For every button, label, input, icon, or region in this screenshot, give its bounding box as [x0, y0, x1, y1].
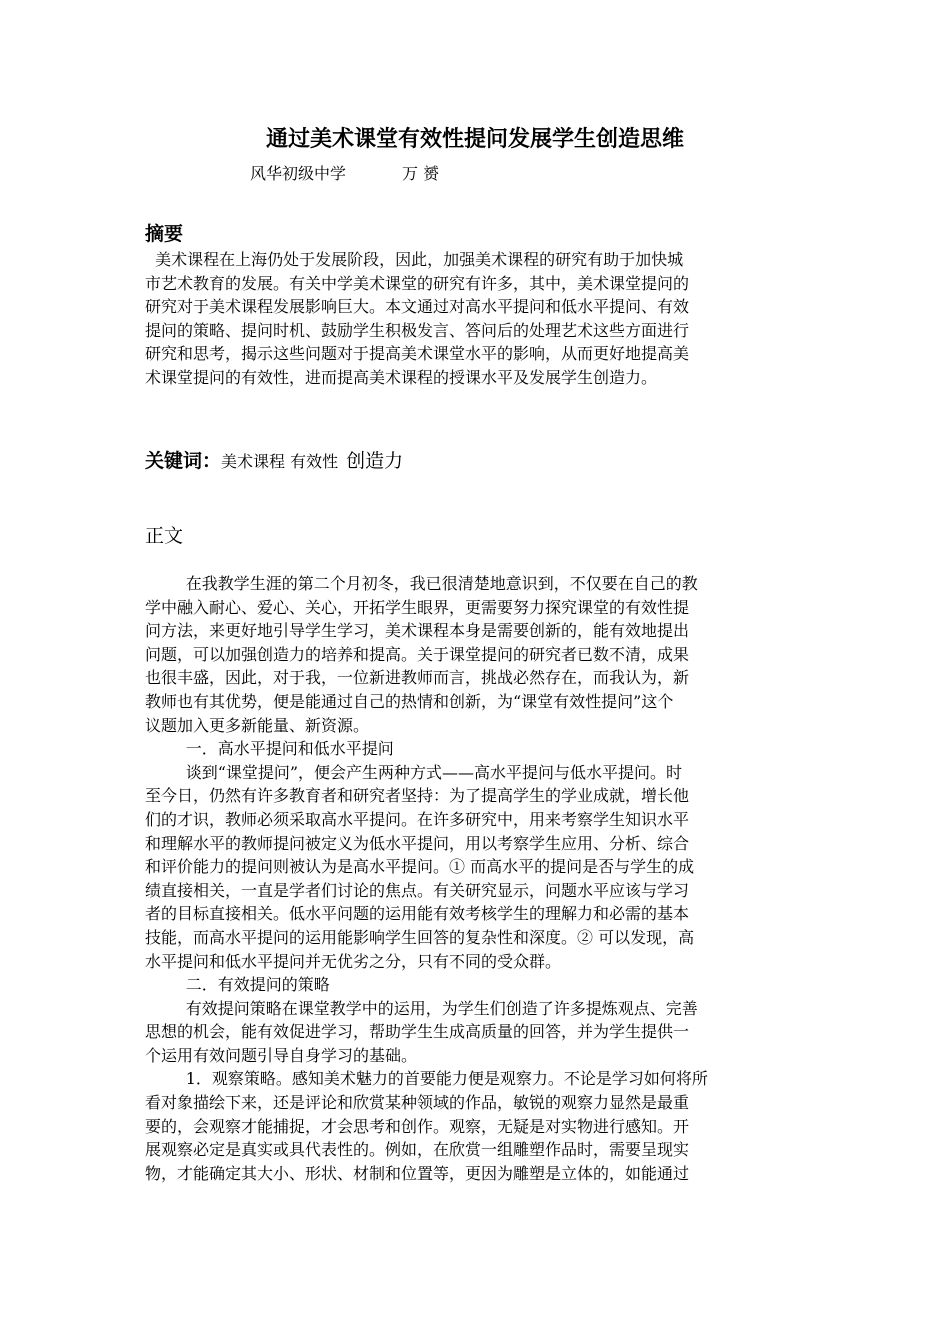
body-heading: 正文: [145, 525, 184, 547]
body-line: 要的，会观察才能捕捉，才会思考和创作。观察，无疑是对实物进行感知。开: [145, 1116, 690, 1136]
keywords-secondary: 创造力: [346, 450, 404, 472]
body-line: 至今日，仍然有许多教育者和研究者坚持：为了提高学生的学业成就，增长他: [145, 786, 690, 806]
body-line: 绩直接相关，一直是学者们讨论的焦点。有关研究显示，问题水平应该与学习: [145, 880, 690, 900]
body-line: 教师也有其优势，便是能通过自己的热情和创新，为“课堂有效性提问”这个: [145, 691, 674, 711]
body-text: [145, 572, 807, 1185]
abstract-line: 美术课程在上海仍处于发展阶段，因此，加强美术课程的研究有助于加快城: [145, 250, 684, 269]
body-line: 看对象描绘下来，还是评论和欣赏某种领域的作品，敏锐的观察力显然是最重: [145, 1093, 690, 1113]
body-line: 和理解水平的教师提问被定义为低水平提问，用以考察学生应用、分析、综合: [145, 833, 690, 853]
abstract-line: 研究对于美术课程发展影响巨大。本文通过对高水平提问和低水平提问、有效: [145, 297, 690, 317]
abstract-line: 研究和思考，揭示这些问题对于提高美术课堂水平的影响，从而更好地提高美: [145, 344, 690, 364]
keywords-primary: 美术课程 有效性: [221, 452, 339, 471]
body-line: 议题加入更多新能量、新资源。: [145, 715, 370, 735]
abstract-text: [145, 248, 807, 390]
body-line: 问题，可以加强创造力的培养和提高。关于课堂提问的研究者已数不清，成果: [145, 644, 690, 664]
document-title: 通过美术课堂有效性提问发展学生创造思维: [265, 127, 684, 152]
body-line: 有效提问策略在课堂教学中的运用，为学生们创造了许多提炼观点、完善: [145, 998, 698, 1018]
section-heading-2: 二．有效提问的策略: [145, 975, 330, 995]
body-line: 在我教学生涯的第二个月初冬，我已很清楚地意识到，不仅要在自己的教: [145, 574, 698, 593]
abstract-line: 术课堂提问的有效性，进而提高美术课程的授课水平及发展学生创造力。: [145, 367, 658, 387]
body-line: 水平提问和低水平提问并无优劣之分，只有不同的受众群。: [145, 951, 562, 971]
body-line: 们的才识，教师必须采取高水平提问。在许多研究中，用来考察学生知识水平: [145, 809, 690, 829]
keywords-label: 关键词：: [145, 450, 222, 472]
abstract-line: 市艺术教育的发展。有关中学美术课堂的研究有许多，其中，美术课堂提问的: [145, 273, 690, 293]
body-line: 1．观察策略。感知美术魅力的首要能力便是观察力。不论是学习如何将所: [145, 1069, 708, 1089]
body-line: 个运用有效问题引导自身学习的基础。: [145, 1045, 418, 1065]
abstract-line: 提问的策略、提问时机、鼓励学生积极发言、答问后的处理艺术这些方面进行: [145, 320, 690, 340]
section-heading-1: 一．高水平提问和低水平提问: [145, 739, 394, 759]
body-line: 技能，而高水平提问的运用能影响学生回答的复杂性和深度。② 可以发现，高: [145, 927, 695, 947]
body-line: 和评价能力的提问则被认为是高水平提问。① 而高水平的提问是否与学生的成: [145, 857, 695, 877]
body-line: 学中融入耐心、爱心、关心，开拓学生眼界，更需要努力探究课堂的有效性提: [145, 597, 690, 617]
body-line: 问方法，来更好地引导学生学习，美术课程本身是需要创新的，能有效地提出: [145, 621, 690, 641]
body-line: 者的目标直接相关。低水平问题的运用能有效考核学生的理解力和必需的基本: [145, 904, 690, 924]
abstract-heading: 摘要: [145, 223, 184, 245]
byline: [250, 161, 439, 184]
body-line: 思想的机会，能有效促进学习，帮助学生生成高质量的回答，并为学生提供一: [145, 1022, 690, 1042]
school-name: 风华初级中学: [250, 164, 347, 183]
author-name: 万 赟: [402, 164, 440, 183]
keywords: [145, 446, 403, 473]
body-line: 也很丰盛，因此，对于我，一位新进教师而言，挑战必然存在，而我认为，新: [145, 668, 690, 688]
body-line: 展观察必定是真实或具代表性的。例如，在欣赏一组雕塑作品时，需要呈现实: [145, 1140, 690, 1160]
body-line: 谈到“课堂提问”，便会产生两种方式——高水平提问与低水平提问。时: [145, 762, 683, 782]
body-line: 物，才能确定其大小、形状、材制和位置等，更因为雕塑是立体的，如能通过: [145, 1163, 690, 1183]
